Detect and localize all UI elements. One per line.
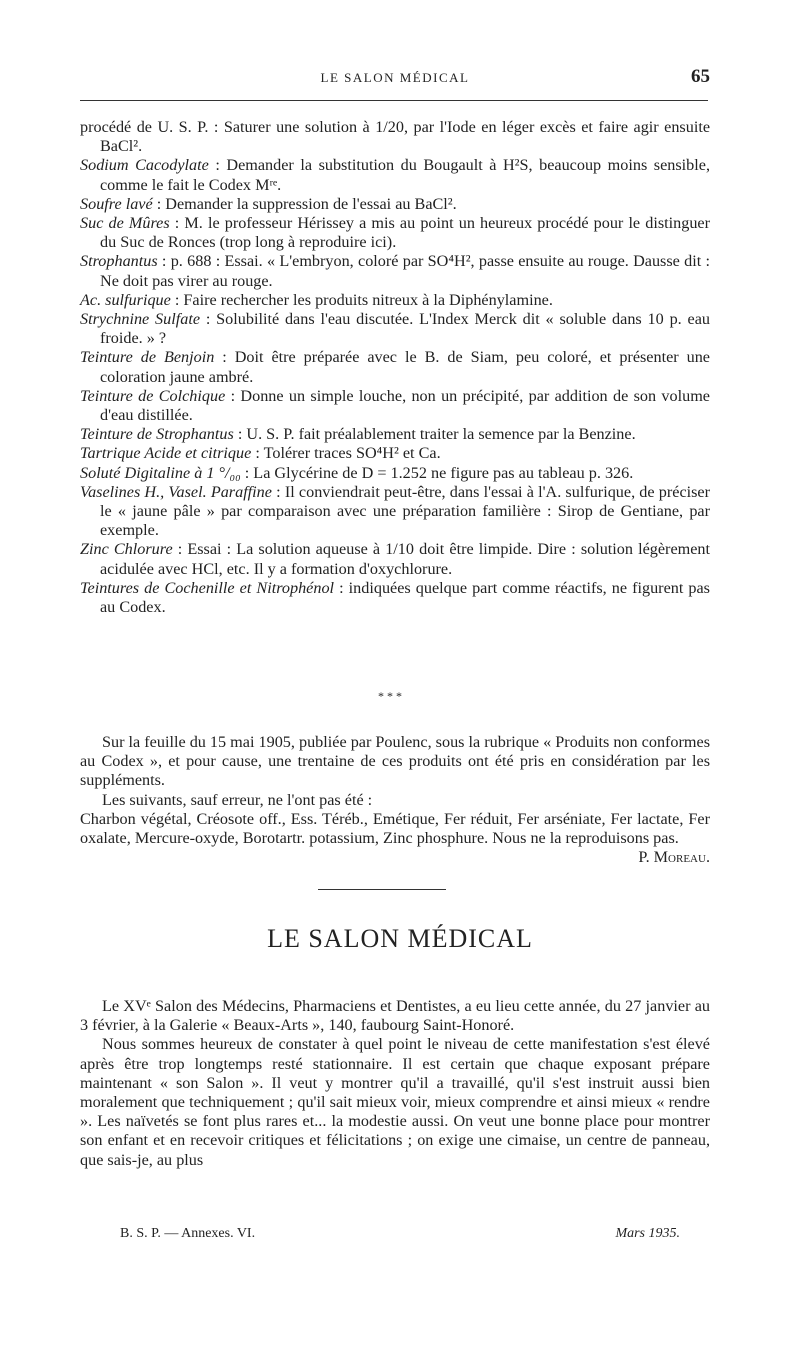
list-item [80,252,710,290]
closing-paragraph: Sur la feuille du 15 mai 1905, publiée par Poulenc, sous la rubrique « Produits non conformes au Codex », et pour cause, une trentaine de ces produits ont été pris en considération par les suppléments. [80,733,710,790]
entry-text: : Faire rechercher les produits nitreux à la Diphénylamine. [170,290,553,309]
list-item [80,425,710,444]
entry-term: Strophantus [80,252,158,271]
entry-term: Tartrique Acide et citrique [80,444,252,463]
list-item [80,579,710,617]
remarks-list [80,118,710,617]
entry-term: Teinture de Benjoin [80,348,215,367]
list-item [80,214,710,252]
entry-term: Soufre lavé [80,194,153,213]
list-item [80,195,710,214]
footer-journal: B. S. P. — Annexes. VI. [120,1226,256,1241]
entry-text: : M. le professeur Hérissey a mis au point un heureux procédé pour le distinguer du Suc de Ronces (trop long à reproduire ici). [100,214,710,252]
list-item [80,291,710,310]
list-item [80,118,710,156]
entry-term: Sodium Cacodylate [80,156,209,175]
page-number: 65 [691,66,710,87]
entry-text: : Essai : La solution aqueuse à 1/10 doit être limpide. Dire : solution légèrement acidulée avec HCl, etc. Il y a formation d'oxychlorure. [100,540,710,578]
entry-term: Teinture de Colchique [80,386,226,405]
entry-text: procédé de U. S. P. : Saturer une solution à 1/20, par l'Iode en léger excès et faire agir ensuite BaCl². [80,118,710,156]
entry-term: Soluté Digitaline à 1 °/₀₀ [80,463,241,482]
list-item [80,483,710,541]
entry-term: Strychnine Sulfate [80,310,201,329]
running-head [80,66,710,94]
section-paragraph: Le XVᵉ Salon des Médecins, Pharmaciens et Dentistes, a eu lieu cette année, du 27 janvier au 3 février, à la Galerie « Beaux-Arts », 140, faubourg Saint-Honoré. [80,997,710,1035]
closing-block [80,733,710,867]
entry-text: : Tolérer traces SO⁴H² et Ca. [251,444,441,463]
entry-term: Teintures de Cochenille et Nitrophénol [80,578,335,597]
list-item [80,310,710,348]
entry-text: : U. S. P. fait préalablement traiter la semence par la Benzine. [233,425,636,444]
entry-term: Suc de Mûres [80,214,170,233]
footer-date: Mars 1935. [615,1226,680,1241]
entry-text: : indiquées quelque part comme réactifs, ne figurent pas au Codex. [100,578,710,617]
section-divider [318,889,446,890]
list-item [80,348,710,386]
list-item [80,444,710,463]
entry-term: Teinture de Strophantus [80,425,234,444]
closing-list-text: Charbon végétal, Créosote off., Ess. Téréb., Emétique, Fer réduit, Fer arséniate, Fer lactate, Fer oxalate, Mercure-oxyde, Borotartr. potassium, Zinc phosphure. Nous ne la reproduisons pas. [80,809,710,848]
entry-text: : La Glycérine de D = 1.252 ne figure pas au tableau p. 326. [240,463,634,482]
author-signature: P. Moreau. [638,848,710,867]
entry-text: : p. 688 : Essai. « L'embryon, coloré par SO⁴H², passe ensuite au rouge. Dausse dit : Ne doit pas virer au rouge. [100,252,710,290]
list-item [80,387,710,425]
entry-text: : Demander la substitution du Bougault à H²S, beaucoup moins sensible, comme le fait le Codex Mʳᵉ. [100,156,710,194]
entry-term: Zinc Chlorure [80,540,173,559]
asterism-divider: * * * [378,689,402,703]
entry-term: Ac. sulfurique [80,290,171,309]
list-item [80,156,710,194]
list-item [80,464,710,483]
entry-text: : Donne un simple louche, non un précipité, par addition de son volume d'eau distillée. [100,386,710,425]
entry-text: : Solubilité dans l'eau discutée. L'Index Merck dit « soluble dans 10 p. eau froide. » ? [100,310,710,348]
running-title: LE SALON MÉDICAL [320,70,470,85]
header-rule [80,100,708,101]
section-paragraph: Nous sommes heureux de constater à quel point le niveau de cette manifestation s'est élevé après être trop longtemps resté stationnaire. Il est certain que chaque exposant prépare maintenant « son Salon ». Il veut y montrer qu'il a travaillé, qu'il s'est instruit aussi bien moralement que techniquement ; qu'il sait mieux voir, mieux comprendre et ainsi mieux « rendre ». Les naïvetés se font plus rares et... la modestie aussi. On veut une bonne place pour montrer son enfant et en recevoir critiques et félicitations ; on exige une cimaise, un centre de panneau, que sais-je, au plus [80,1035,710,1169]
closing-paragraph: Les suivants, sauf erreur, ne l'ont pas été : [102,790,373,809]
entry-text: : Il conviendrait peut-être, dans l'essai à l'A. sulfurique, de préciser le « jaune pâle » par comparaison avec une préparation familière : Sirop de Gentiane, par exemple. [100,482,710,540]
list-item [80,540,710,578]
closing-paragraph [80,809,710,867]
section-title: LE SALON MÉDICAL [267,924,533,953]
section-body [80,997,710,1170]
entry-text: : Demander la suppression de l'essai au BaCl². [152,194,457,213]
entry-text: : Doit être préparée avec le B. de Siam, peu coloré, et présenter une coloration jaune ambré. [100,348,710,386]
entry-term: Vaselines H., Vasel. Paraffine [80,482,272,501]
